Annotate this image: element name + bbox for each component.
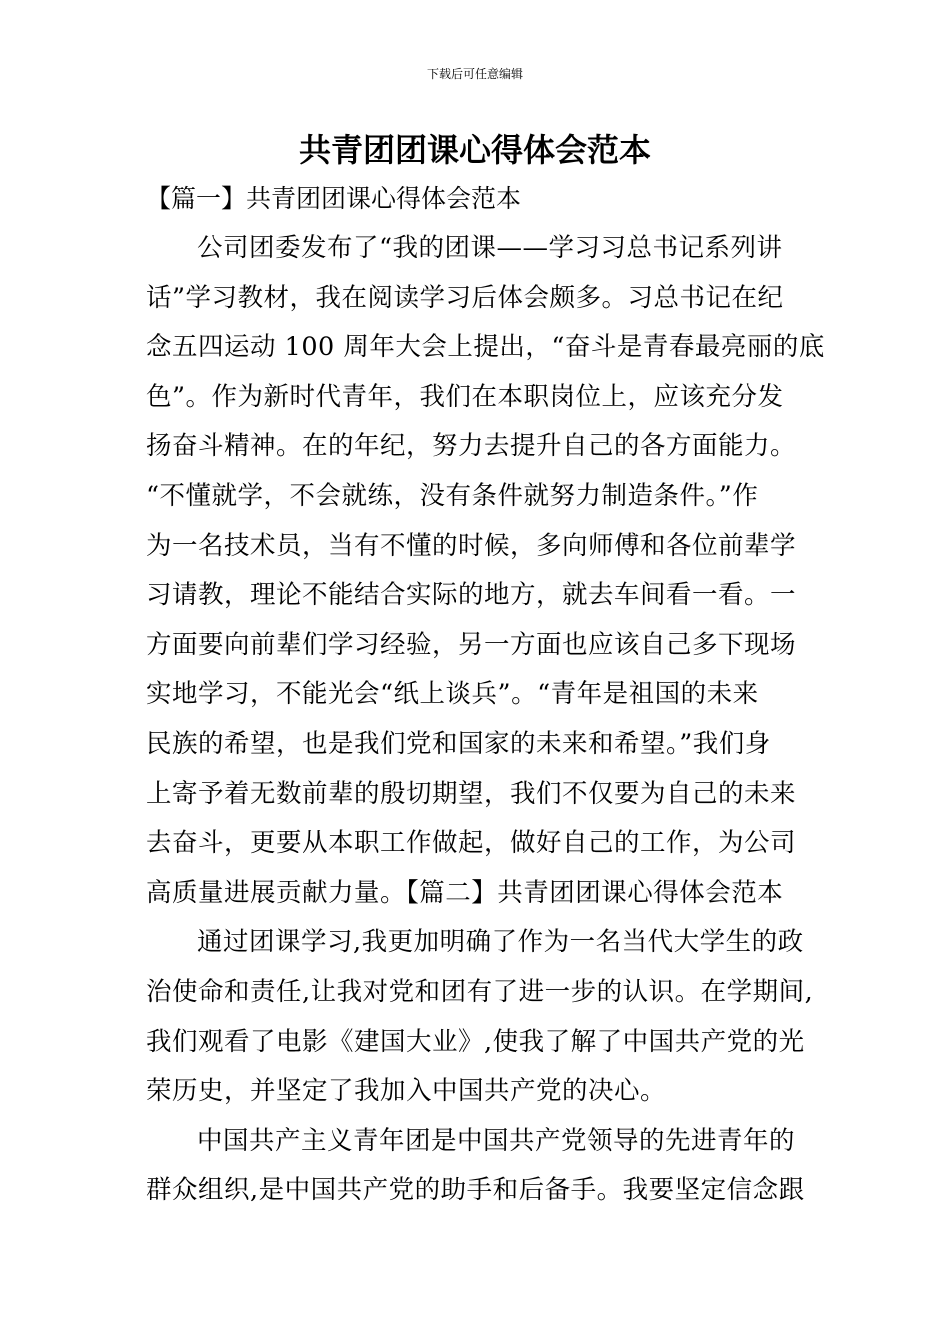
document-title: 共青团团课心得体会范本 — [298, 131, 651, 169]
text-line: 公司团委发布了“我的团课——学习习总书记系列讲 — [197, 233, 783, 263]
header-note: 下载后可任意编辑 — [426, 67, 523, 81]
text-line: 习请教，理论不能结合实际的地方，就去车间看一看。一 — [146, 580, 797, 611]
text-line: 色”。作为新时代青年，我们在本职岗位上，应该充分发 — [146, 381, 784, 412]
text-line: 荣历史，并坚定了我加入中国共产党的决心。 — [146, 1076, 667, 1107]
section-heading-1: 【篇一】共青团团课心得体会范本 — [146, 184, 522, 213]
text-line: 高质量进展贡献力量。【篇二】共青团团课心得体会范本 — [146, 877, 784, 908]
text-line: 我们观看了电影《建国大业》,使我了解了中国共产党的光 — [146, 1026, 805, 1057]
text-line: 群众组织,是中国共产党的助手和后备手。我要坚定信念跟 — [146, 1175, 805, 1206]
text-line: 扬奋斗精神。在的年纪，努力去提升自己的各方面能力。 — [146, 431, 797, 462]
text-line: 实地学习，不能光会“纸上谈兵”。“青年是祖国的未来 — [146, 679, 759, 710]
text-line: 民族的希望，也是我们党和国家的未来和希望。”我们身 — [146, 728, 771, 759]
body-text — [146, 230, 825, 1222]
text-line: 中国共产主义青年团是中国共产党领导的先进青年的 — [197, 1125, 796, 1156]
text-line: 为一名技术员，当有不懂的时候，多向师傅和各位前辈学 — [146, 530, 797, 561]
text-line: 念五四运动 100 周年大会上提出，“奋斗是青春最亮丽的底 — [146, 332, 825, 363]
text-line: 上寄予着无数前辈的殷切期望，我们不仅要为自己的未来 — [146, 778, 797, 809]
text-line: 话”学习教材，我在阅读学习后体会颇多。习总书记在纪 — [146, 282, 784, 313]
text-line: 通过团课学习,我更加明确了作为一名当代大学生的政 — [197, 927, 804, 958]
text-line: 去奋斗，更要从本职工作做起，做好自己的工作，为公司 — [146, 828, 797, 859]
text-line: “不懂就学，不会就练，没有条件就努力制造条件。”作 — [146, 480, 759, 511]
text-line: 方面要向前辈们学习经验，另一方面也应该自己多下现场 — [146, 629, 797, 660]
text-line: 治使命和责任,让我对党和团有了进一步的认识。在学期间, — [146, 976, 814, 1007]
